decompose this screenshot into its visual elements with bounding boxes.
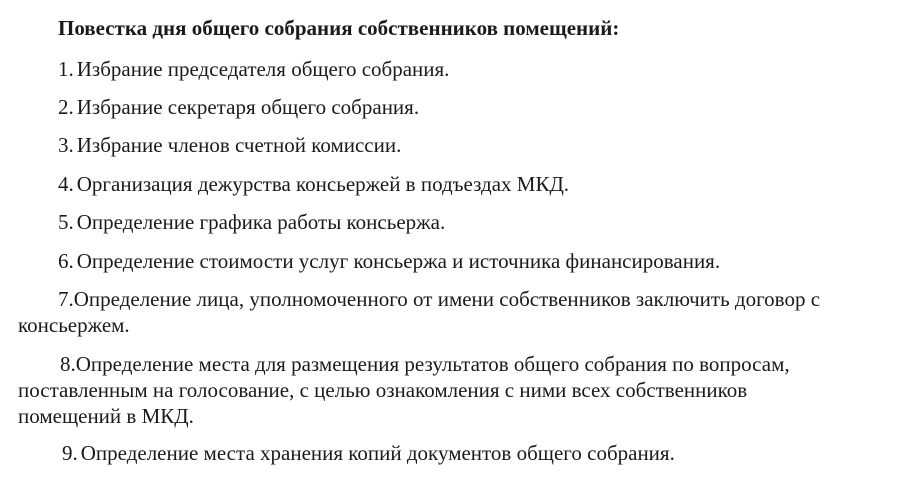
agenda-item-5 bbox=[58, 209, 445, 235]
item-number: 7. bbox=[58, 287, 74, 311]
item-number: 8. bbox=[60, 352, 76, 376]
agenda-item-2 bbox=[58, 94, 419, 120]
agenda-item-4 bbox=[58, 171, 569, 197]
item-number: 2. bbox=[58, 95, 74, 119]
item-text: Определение графика работы консьержа. bbox=[76, 210, 446, 234]
item-text: Избрание председателя общего собрания. bbox=[76, 57, 450, 81]
item-text: Определение лица, уполномоченного от имени собственников заключить договор с bbox=[73, 287, 821, 311]
item-text: Организация дежурства консьержей в подъездах МКД. bbox=[76, 172, 570, 196]
item-text: Определение места хранения копий документов общего собрания. bbox=[80, 441, 675, 465]
item-line: поставленным на голосование, с целью ознакомления с ними всех собственников bbox=[18, 378, 748, 402]
item-line: помещений в МКД. bbox=[18, 404, 194, 428]
item-line: консьержем. bbox=[18, 313, 130, 337]
agenda-heading: Повестка дня общего собрания собственников помещений: bbox=[58, 16, 620, 40]
agenda-item-6 bbox=[58, 248, 720, 274]
item-line bbox=[18, 351, 888, 377]
agenda-item-8 bbox=[18, 351, 888, 429]
item-number: 9. bbox=[62, 441, 78, 465]
agenda-item-3 bbox=[58, 132, 401, 158]
item-text: Избрание секретаря общего собрания. bbox=[76, 95, 420, 119]
item-number: 4. bbox=[58, 172, 74, 196]
item-number: 1. bbox=[58, 57, 74, 81]
item-number: 6. bbox=[58, 249, 74, 273]
agenda-item-7 bbox=[18, 286, 888, 338]
item-number: 3. bbox=[58, 133, 74, 157]
agenda-item-1 bbox=[58, 56, 449, 82]
item-text: Определение стоимости услуг консьержа и источника финансирования. bbox=[76, 249, 721, 273]
agenda-item-9 bbox=[62, 440, 675, 466]
item-number: 5. bbox=[58, 210, 74, 234]
item-line bbox=[18, 286, 888, 312]
item-text: Избрание членов счетной комиссии. bbox=[76, 133, 402, 157]
item-text: Определение места для размещения результатов общего собрания по вопросам, bbox=[75, 352, 790, 376]
